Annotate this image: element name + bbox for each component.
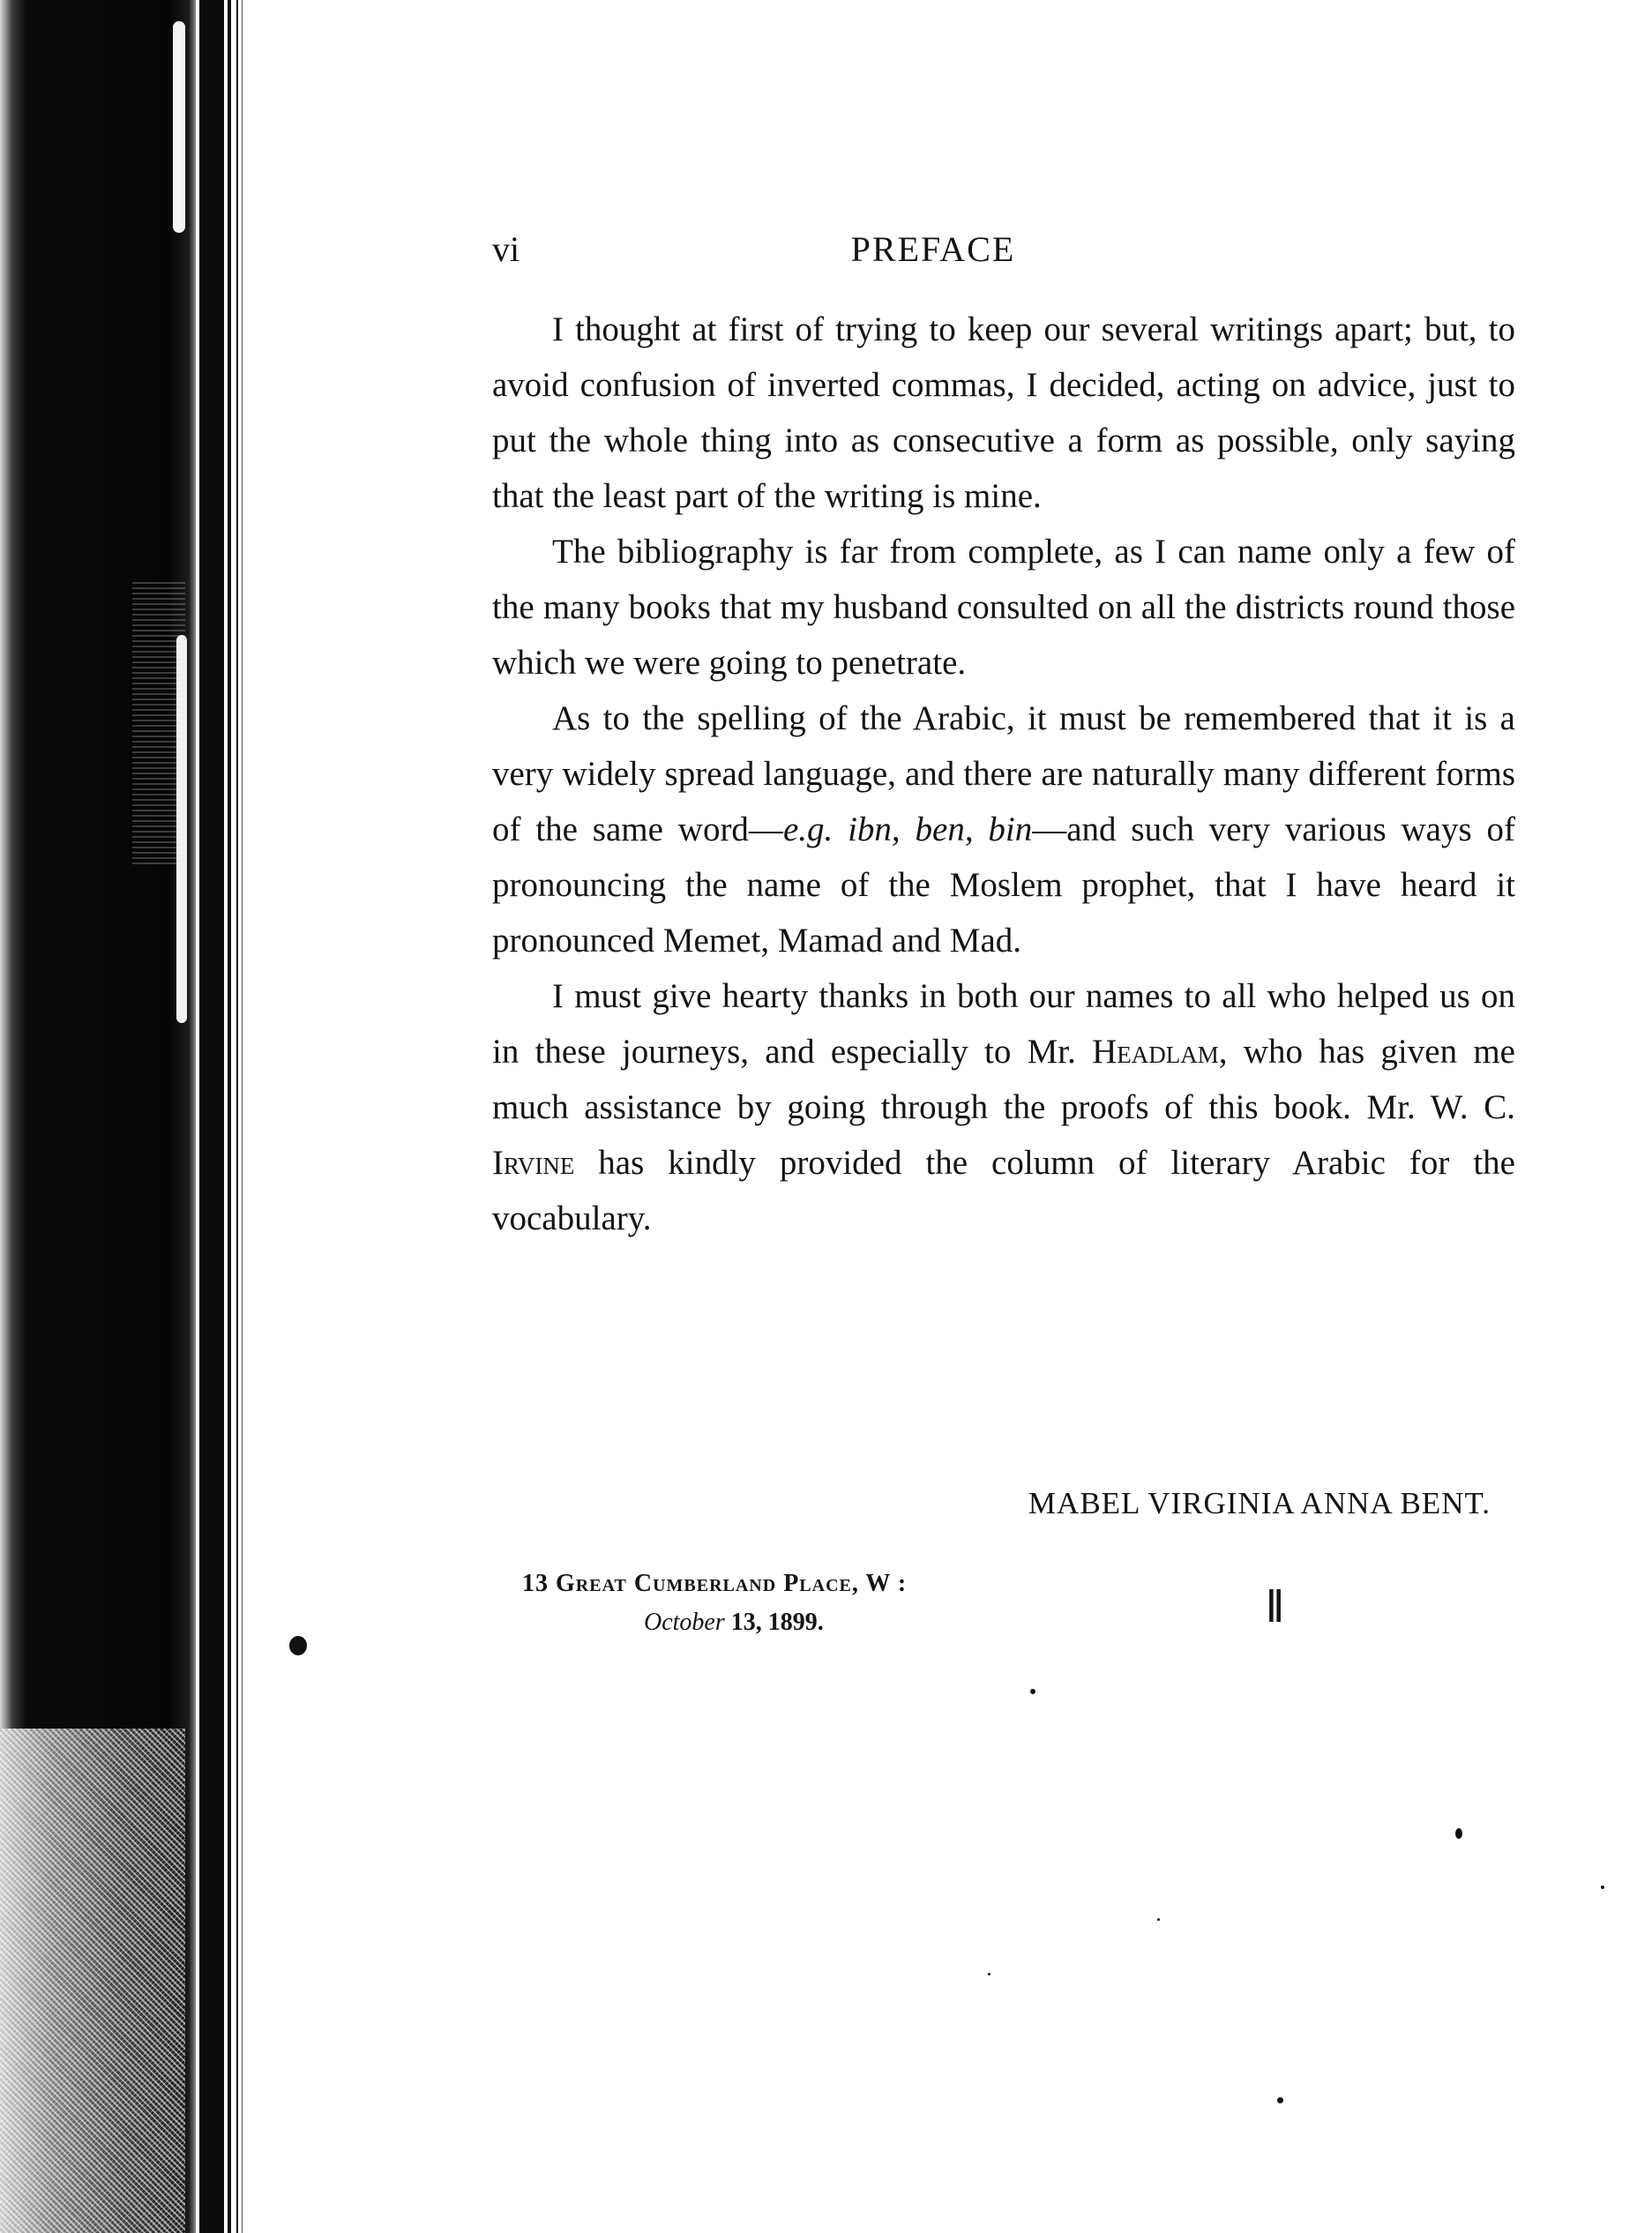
address-line: 13 Great Cumberland Place, W : xyxy=(522,1570,908,1597)
paragraph xyxy=(492,691,1515,968)
address-block xyxy=(522,1565,1140,1642)
text-segment: The bibliography is far from complete, as I can name only a few of the many books that my husband consulted on all the districts round those which we were going to penetrate. xyxy=(492,533,1515,682)
date-month: October xyxy=(644,1609,725,1636)
paragraph xyxy=(492,968,1515,1246)
date-rest: 13, 1899. xyxy=(724,1609,824,1636)
ink-speck xyxy=(1157,1918,1160,1921)
running-head xyxy=(492,225,1374,274)
scanned-binding-edge xyxy=(0,0,247,2233)
ink-speck xyxy=(1601,1886,1604,1889)
paragraph xyxy=(492,302,1515,524)
text-segment: I thought at first of trying to keep our several writings apart; but, to avoid confusion of inverted commas, I decided, acting on advice, just to put the whole thing into as consecutive a form as possible, only saying that the least part of the writing is mine. xyxy=(492,310,1515,515)
text-segment: I must give hearty thanks in both our names to all who helped us on in these journeys, and especially to Mr. xyxy=(492,977,1515,1071)
ink-speck xyxy=(988,1973,990,1975)
ink-speck xyxy=(1277,2097,1283,2103)
margin-mark: ∥ xyxy=(1266,1587,1285,1626)
paragraph xyxy=(492,524,1515,691)
text-segment: As to the spelling of the Arabic, it must be remembered that it is a very widely spread language, and there are naturally many different forms of the same word— xyxy=(492,699,1515,848)
author-signature: MABEL VIRGINIA ANNA BENT. xyxy=(1028,1486,1491,1520)
page-number: vi xyxy=(492,229,520,269)
preface-body xyxy=(492,302,1515,1246)
small-caps-name: Irvine xyxy=(492,1144,575,1182)
ink-speck xyxy=(1455,1828,1462,1839)
small-caps-name: Headlam xyxy=(1092,1033,1219,1071)
italic-text: e.g. ibn, ben, bin xyxy=(782,810,1033,848)
text-segment: has kindly provided the column of literary Arabic for the vocabulary. xyxy=(492,1144,1515,1237)
ink-speck xyxy=(1030,1689,1035,1694)
date-line xyxy=(522,1603,1140,1642)
text-segment: , who has given me much assistance by going through the proofs of this book. Mr. W. C. xyxy=(492,1033,1515,1126)
text-segment: —and such very various ways of pronouncing the name of the Moslem prophet, that I have heard it pronounced Memet, Mamad and Mad. xyxy=(492,810,1515,960)
running-head-title: PREFACE xyxy=(850,229,1016,269)
ink-blot xyxy=(289,1636,307,1655)
